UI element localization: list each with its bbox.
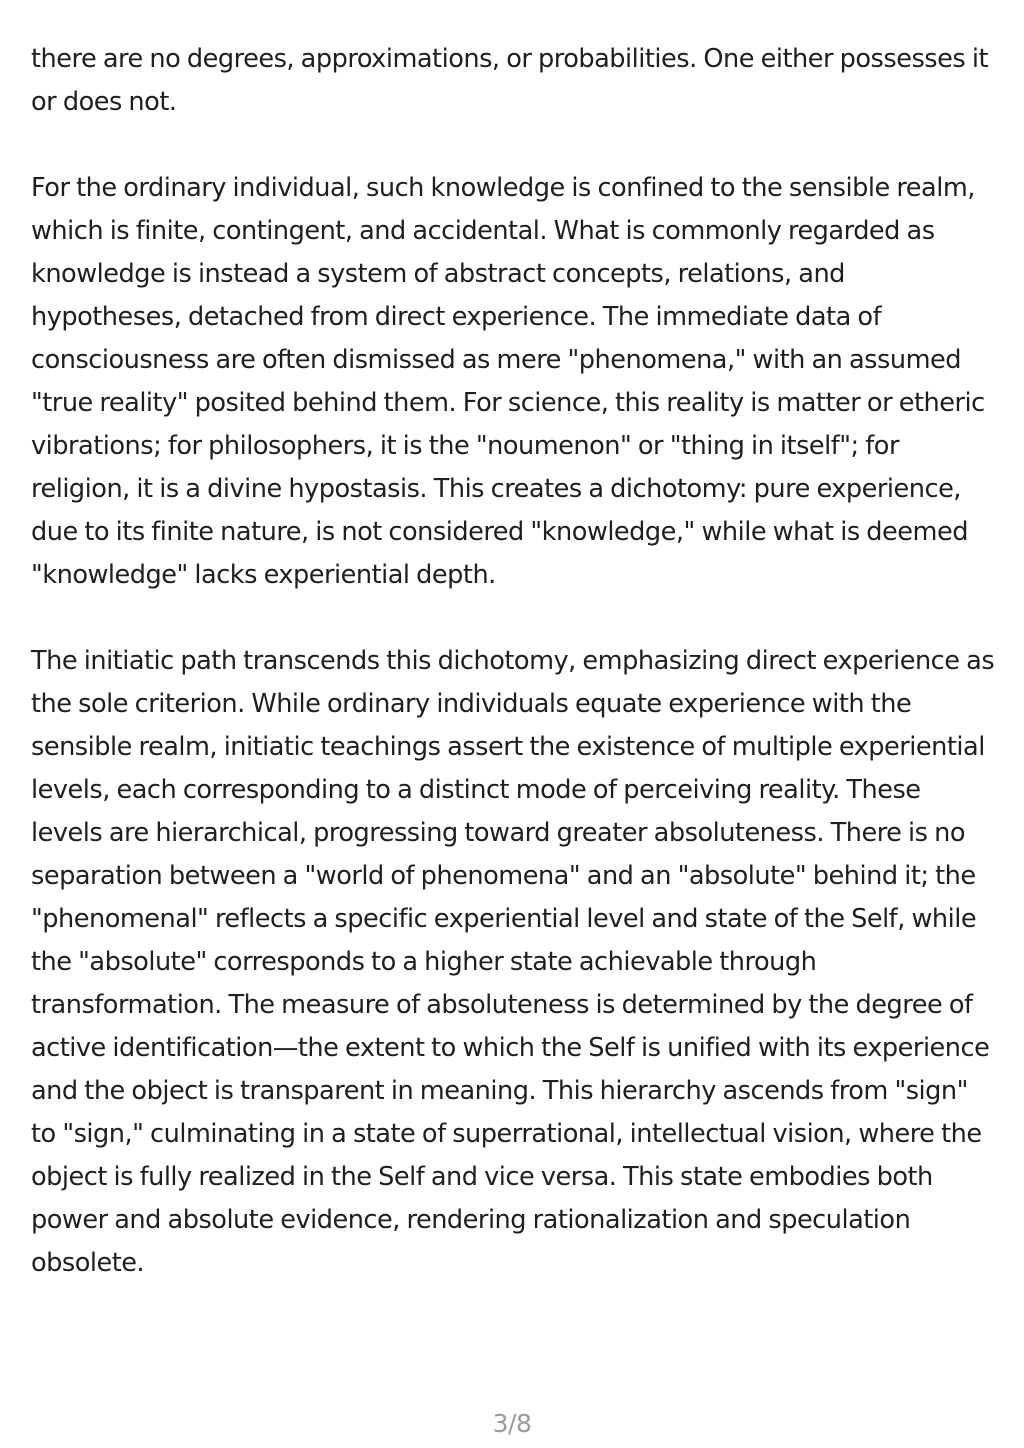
paragraph-2: For the ordinary individual, such knowledge is confined to the sensible realm, which is finite, contingent, and accidental. What is commonly regarded as knowledge is instead a system of abstract concepts, relations, and hypotheses, detached from direct experience. The immediate data of consciousness are often dismissed as mere "phenomena," with an assumed "true reality" posited behind them. For science, this reality is matter or etheric vibrations; for philosophers, it is the "noumenon" or "thing in itself"; for religion, it is a divine hypostasis. This creates a dichotomy: pure experience, due to its finite nature, is not considered "knowledge," while what is deemed "knowledge" lacks experiential depth. — [31, 173, 985, 590]
page-indicator: 3/8 — [492, 1409, 532, 1438]
paragraph-3: The initiatic path transcends this dichotomy, emphasizing direct experience as the sole criterion. While ordinary individuals equate experience with the sensible realm, initiatic teachings assert the existence of multiple experiential levels, each corresponding to a distinct mode of perceiving reality. These levels are hierarchical, progressing toward greater absoluteness. There is no separation between a "world of phenomena" and an "absolute" behind it; the "phenomenal" reflects a specific experiential level and state of the Self, while the "absolute" corresponds to a higher state achievable through transformation. The measure of absoluteness is determined by the degree of active identification—the extent to which the Self is unified with its experience and the object is transparent in meaning. This hierarchy ascends from "sign" to "sign," culminating in a state of superrational, intellectual vision, where the object is fully realized in the Self and vice versa. This state embodies both power and absolute evidence, rendering rationalization and speculation obsolete. — [31, 646, 995, 1278]
paragraph-1: there are no degrees, approximations, or probabilities. One either possesses it or does not. — [31, 44, 988, 117]
document-body — [31, 38, 996, 1285]
